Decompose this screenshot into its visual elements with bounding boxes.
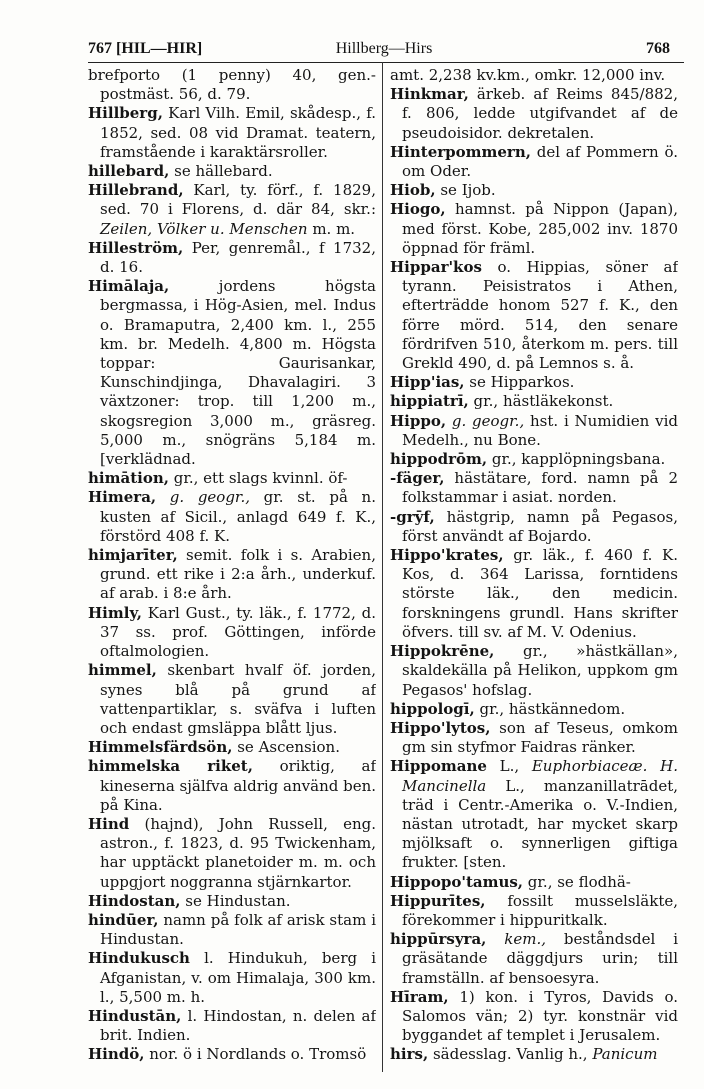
page-header [88, 34, 680, 60]
entry-headword: Hiogo, [390, 200, 446, 219]
entry-text: Karl Gust., ty. läk., f. 1772, d. 37 ss. prof. Göttingen, införde oftalmologien. [100, 603, 376, 661]
entry-text: gr., hästkännedom. [474, 699, 626, 718]
entry-text: gr. läk., f. 460 f. K. Kos, d. 364 Larissa, forntidens störste läk., den medicin. forskningens grundl. Hans skrifter öfvers. till sv. af M. V. Odenius. [402, 546, 678, 641]
entry-headword: hillebard, [88, 162, 170, 181]
dictionary-entry [88, 239, 376, 277]
entry-headword: Hippokrēne, [390, 642, 495, 661]
entry-headword: hippologī, [390, 699, 475, 718]
entry-headword: Hīram, [390, 987, 449, 1006]
entry-text: L., [486, 757, 532, 776]
entry-headword: Hindustān, [88, 1006, 182, 1025]
entry-headword: Hippo'krates, [390, 546, 504, 565]
entry-text: (hajnd), John Russell, eng. astron., f. 1823, d. 95 Twickenham, har upptäckt planetoider m. m. och uppgjort noggranna stjärnkartor. [100, 814, 376, 891]
entry-headword: Hillberg, [88, 104, 163, 123]
dictionary-entry [390, 700, 678, 719]
entry-headword: -fäger, [390, 469, 445, 488]
entry-text: hamnst. på Nippon (Japan), med först. Kobe, 285,002 inv. 1870 öppnad för främl. [402, 200, 678, 257]
entry-text: gr., se flodhä- [523, 872, 631, 891]
dictionary-entry [88, 1007, 376, 1045]
entry-headword: Hippo, [390, 411, 447, 430]
entry-text: son af Teseus, omkom gm sin styfmor Faidras ränker. [402, 718, 678, 757]
dictionary-entry [390, 392, 678, 411]
entry-text: se Ijob. [435, 181, 496, 200]
dictionary-entry [390, 757, 678, 872]
entry-italic: g. geogr., [169, 488, 250, 507]
dictionary-entry [390, 546, 678, 642]
entry-headword: Hindö, [88, 1045, 145, 1064]
dictionary-entry [390, 85, 678, 143]
entry-headword: himmel, [88, 661, 157, 680]
entry-headword: Hilleström, [88, 238, 184, 257]
dictionary-entry [390, 642, 678, 700]
entry-text: gr., »hästkällan», skaldekälla på Helikon, uppkom gm Pegasos' hofslag. [402, 642, 678, 699]
entry-headword: hippiatrī, [390, 392, 469, 411]
entry-text: namn på folk af arisk stam i Hindustan. [100, 910, 376, 949]
entry-headword: Hippurītes, [390, 891, 486, 910]
dictionary-entry [390, 873, 678, 892]
entry-text: 1) kon. i Tyros, Davids o. Salomos vän; 2) tyr. konstnär vid byggandet af templet i Jerusalem. [402, 987, 678, 1045]
dictionary-entry [390, 66, 678, 85]
dictionary-entry [88, 661, 376, 738]
entry-headword: Hippopo'tamus, [390, 872, 524, 891]
dictionary-entry [88, 277, 376, 469]
entry-headword: Hiob, [390, 181, 436, 200]
right-column [390, 66, 678, 1066]
entry-headword: hippodrōm, [390, 450, 488, 469]
entry-headword: Hindukusch [88, 949, 190, 968]
dictionary-entry [390, 181, 678, 200]
entry-text: se Hindustan. [180, 891, 291, 910]
entry-text: jordens högsta bergmassa, i Hög-Asien, mel. Indus o. Bramaputra, 2,400 km. l., 255 km. br. Medelh. 4,800 m. Högsta toppar: Gaurisankar, Kunschindjinga, Dhavalagiri. 3 växtzoner: trop. till 1,200 m., skogsregion 3,000 m., gräsreg. 5,000 m., snögräns 5,184 m. [verklädnad. [100, 277, 376, 469]
dictionary-entry [88, 815, 376, 892]
dictionary-entry [88, 757, 376, 815]
dictionary-entry [88, 911, 376, 949]
entry-text: se Ascension. [232, 738, 340, 757]
dictionary-entry [88, 546, 376, 604]
page-title: Hillberg—Hirs [335, 40, 433, 57]
entry-text: amt. 2,238 kv.km., omkr. 12,000 inv. [390, 66, 666, 84]
entry-headword: Himera, [88, 488, 157, 507]
entry-text: se Hipparkos. [464, 373, 575, 392]
entry-headword: -grȳf, [390, 507, 435, 526]
entry-text: ärkeb. af Reims 845/882, f. 806, ledde utgifvandet af de pseudoisidor. dekretalen. [402, 85, 678, 142]
dictionary-entry [390, 258, 678, 373]
entry-text: l. Hindostan, n. delen af brit. Indien. [100, 1006, 376, 1045]
entry-headword: Hinterpommern, [390, 142, 531, 161]
entry-text: nor. ö i Nordlands o. Tromsö [144, 1045, 367, 1064]
dictionary-entry [88, 1045, 376, 1064]
entry-text-tail: gr. st. på n. kusten af Sicil., anlagd 649 f. K., förstörd 408 f. K. [100, 488, 376, 545]
dictionary-entry [390, 373, 678, 392]
entry-text: Karl, ty. förf., f. 1829, sed. 70 i Florens, d. där 84, skr.: [100, 181, 376, 219]
entry-text: hästgrip, namn på Pegasos, först användt af Bojardo. [402, 507, 678, 545]
dictionary-entry [390, 930, 678, 988]
entry-text: gr., hästläkekonst. [468, 392, 614, 411]
entry-headword: hippūrsyra, [390, 930, 487, 949]
dictionary-entry [390, 988, 678, 1046]
entry-headword: Himly, [88, 603, 142, 622]
entry-headword: Hillebrand, [88, 181, 184, 200]
entry-headword: Hipp'ias, [390, 373, 465, 392]
dictionary-entry [88, 604, 376, 662]
entry-headword: Himālaja, [88, 277, 170, 296]
dictionary-entry [88, 738, 376, 757]
entry-headword: hirs, [390, 1045, 429, 1064]
page-left-label: 767 [HIL—HIR] [88, 40, 203, 57]
entry-text-tail: L., manzanillatrādet, träd i Centr.-Amerika o. V.-Indien, nästan utrotadt, har mycket skarp mjölksaft o. synnerligen giftiga frukter. [sten. [402, 776, 678, 872]
entry-text: oriktig, af kineserna själfva aldrig använd ben. på Kina. [100, 757, 376, 814]
entry-italic: g. geogr., [451, 411, 525, 430]
entry-text: l. Hindukuh, berg i Afganistan, v. om Himalaja, 300 km. l., 5,500 m. h. [100, 949, 376, 1006]
entry-text: Per, genremål., f 1732, d. 16. [100, 238, 376, 277]
entry-text: o. Hippias, söner af tyrann. Peisistratos i Athen, efterträdde honom 527 f. K., den förre mörd. 514, den senare fördrifven 510, återkom m. pers. till Grekld 490, d. på Lemnos s. å. [402, 258, 678, 373]
entry-headword: himjarīter, [88, 546, 178, 565]
entry-headword: Hindostan, [88, 891, 181, 910]
dictionary-entry [390, 892, 678, 930]
entry-headword: hindūer, [88, 910, 159, 929]
dictionary-entry [390, 1045, 678, 1064]
dictionary-entry [390, 508, 678, 546]
entry-text: gr., ett slags kvinnl. öf- [168, 469, 348, 488]
dictionary-entry [88, 181, 376, 239]
dictionary-entry [390, 469, 678, 507]
entry-text: gr., kapplöpningsbana. [487, 450, 666, 469]
entry-italic: Panicum [592, 1045, 658, 1064]
entry-text: semit. folk i s. Arabien, grund. ett rike i 2:a årh., underkuf. af arab. i 8:e årh. [100, 546, 376, 603]
entry-text-tail: m. m. [307, 219, 356, 238]
entry-text [486, 930, 504, 948]
entry-headword: Hippo'lytos, [390, 718, 491, 737]
entry-text: sädesslag. Vanlig h., [428, 1045, 593, 1064]
entry-text: Karl Vilh. Emil, skådesp., f. 1852, sed. 08 vid Dramat. teatern, framstående i karaktärsroller. [100, 104, 376, 161]
entry-text: del af Pommern ö. om Oder. [402, 142, 678, 181]
entry-headword: Hind [88, 814, 130, 833]
entry-italic: Zeilen, Völker u. Menschen [100, 219, 308, 238]
dictionary-entry [88, 469, 376, 488]
dictionary-entry [390, 450, 678, 469]
column-divider [382, 62, 383, 1072]
entry-italic: Euphorbiaceæ. H. Mancinella [402, 757, 678, 795]
dictionary-entry [390, 200, 678, 258]
entry-text: hästätare, ford. namn på 2 folkstammar i asiat. norden. [402, 469, 678, 507]
entry-headword: Himmelsfärdsön, [88, 738, 233, 757]
dictionary-entry [88, 488, 376, 546]
entry-text: skenbart hvalf öf. jorden, synes blå på grund af vattenpartiklar, s. sväfva i luften och endast gmsläppa blått ljus. [100, 661, 376, 737]
dictionary-entry [390, 412, 678, 450]
entry-text [156, 488, 170, 506]
header-rule [88, 62, 684, 63]
entry-text: fossilt musselsläkte, förekommer i hippuritkalk. [402, 891, 678, 929]
entry-headword: Hippar'kos [390, 258, 482, 277]
left-column [88, 66, 376, 1066]
dictionary-entry [88, 162, 376, 181]
dictionary-entry [88, 949, 376, 1007]
entry-headword: Hinkmar, [390, 85, 469, 104]
entry-text: se hällebard. [169, 162, 273, 181]
entry-italic: kem., [504, 930, 547, 949]
page-number-right: 768 [646, 40, 670, 57]
dictionary-entry [88, 892, 376, 911]
entry-headword: himmelska riket, [88, 757, 253, 776]
dictionary-entry [88, 104, 376, 162]
entry-headword: Hippomane [390, 757, 487, 776]
entry-text: brefporto (1 penny) 40, gen.-postmäst. 56, d. 79. [88, 66, 376, 104]
entry-text-tail: hst. i Numidien vid Medelh., nu Bone. [402, 411, 678, 449]
dictionary-entry [390, 719, 678, 757]
entry-text-tail: beståndsdel i gräsätande däggdjurs urin; till framställn. af bensoesyra. [402, 930, 678, 987]
dictionary-entry [88, 66, 376, 104]
dictionary-entry [390, 143, 678, 181]
entry-headword: himātion, [88, 469, 169, 488]
